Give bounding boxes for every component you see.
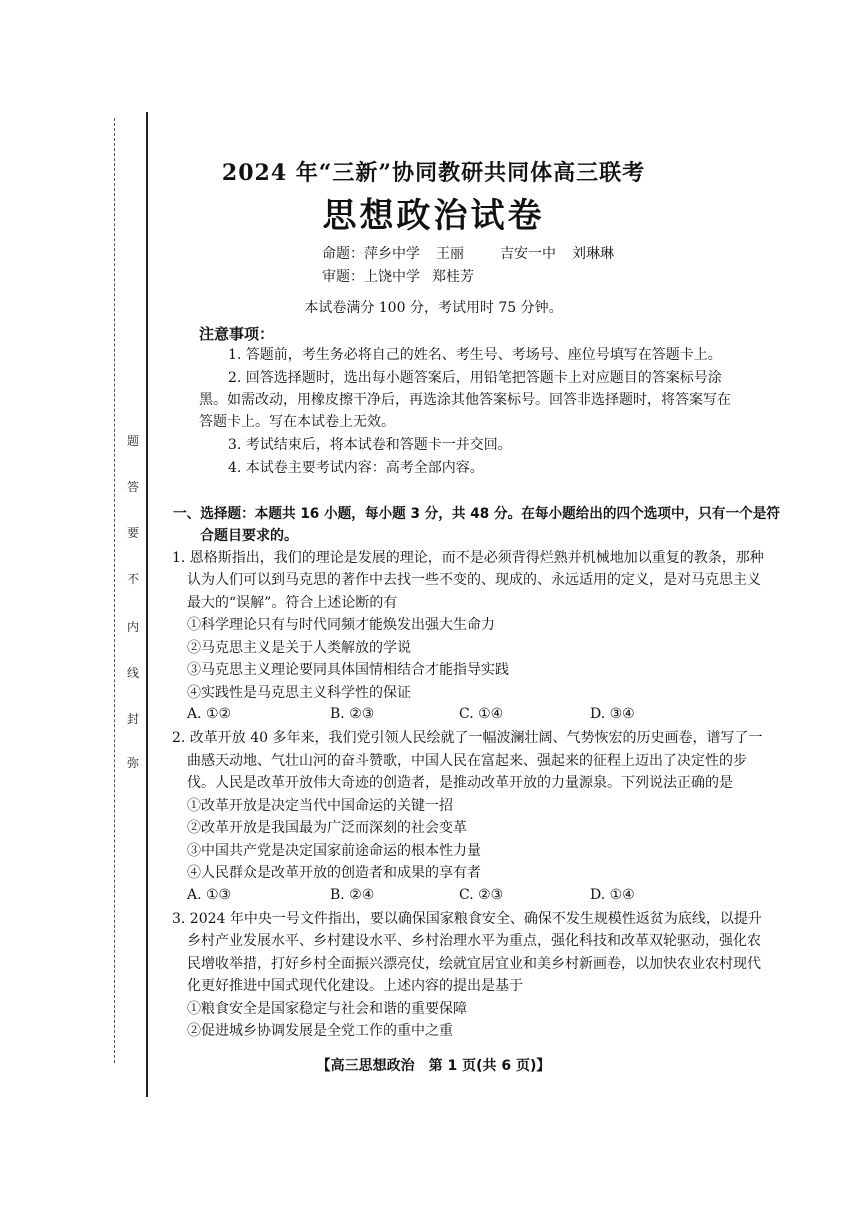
proposers-line (322, 243, 614, 263)
binding-dashed-line (114, 118, 115, 1063)
option-c: C. ①④ (459, 706, 504, 722)
notes-title: 注意事项： (199, 325, 275, 343)
seal-char-4: 不 (126, 572, 139, 586)
proposer2-name: 刘琳琳 (572, 246, 614, 262)
note-line: 4. 本试卷主要考试内容：高考全部内容。 (228, 460, 484, 476)
question-stem: 伐。人民是改革开放伟大奇迹的创造者，是推动改革开放的力量源泉。下列说法正确的是 (187, 775, 733, 791)
question-stem: 1. 恩格斯指出，我们的理论是发展的理论，而不是必须背得烂熟并机械地加以重复的教条，那种 (172, 550, 764, 566)
question-stem: 最大的“误解”。符合上述论断的有 (187, 595, 398, 611)
question-item: ②促进城乡协调发展是全党工作的重中之重 (187, 1023, 453, 1039)
section-heading: 一、选择题：本题共 16 小题，每小题 3 分，共 48 分。在每小题给出的四个选项中，只有一个是符 (173, 506, 780, 522)
question-stem: 民增收举措，打好乡村全面振兴漂亮仗，绘就宜居宜业和美乡村新画卷，以加快农业农村现代 (187, 956, 761, 972)
subject-title: 思想政治试卷 (322, 196, 545, 236)
seal-char-2: 答 (126, 480, 139, 494)
note-line: 1. 答题前，考生务必将自己的姓名、考生号、考场号、座位号填写在答题卡上。 (228, 347, 722, 363)
note-line: 2. 回答选择题时，选出每小题答案后，用铅笔把答题卡上对应题目的答案标号涂 (228, 370, 722, 386)
reviewer-line (322, 266, 474, 286)
question-stem: 乡村产业发展水平、乡村建设水平、乡村治理水平为重点，强化科技和改革双轮驱动，强化农 (187, 933, 761, 949)
note-line: 答题卡上。写在本试卷上无效。 (199, 414, 395, 430)
seal-char-7: 封 (126, 712, 139, 726)
question-stem: 认为人们可以到马克思的著作中去找一些不变的、现成的、永远适用的定义，是对马克思主义 (187, 572, 761, 588)
question-item: ②改革开放是我国最为广泛而深刻的社会变革 (187, 820, 467, 836)
proposer2-school: 吉安一中 (500, 246, 556, 262)
option-b: B. ②④ (330, 887, 375, 903)
question-stem: 3. 2024 年中央一号文件指出，要以确保国家粮食安全、确保不发生规模性返贫为底线，以提升 (172, 911, 762, 927)
seal-char-8: 弥 (126, 756, 139, 770)
question-stem: 2. 改革开放 40 多年来，我们党引领人民绘就了一幅波澜壮阔、气势恢宏的历史画卷，谱写了一 (172, 730, 763, 746)
question-item: ④人民群众是改革开放的创造者和成果的享有者 (187, 865, 481, 881)
question-item: ③马克思主义理论要同具体国情相结合才能指导实践 (187, 662, 509, 678)
option-a: A. ①③ (187, 887, 232, 903)
question-item: ①科学理论只有与时代同频才能焕发出强大生命力 (187, 617, 495, 633)
question-stem: 化更好推进中国式现代化建设。上述内容的提出是基于 (187, 978, 523, 994)
seal-char-6: 线 (126, 666, 139, 680)
question-item: ①粮食安全是国家稳定与社会和谐的重要保障 (187, 1001, 467, 1017)
proposer1-name: 王丽 (436, 246, 464, 262)
reviewer-name: 郑桂芳 (432, 269, 474, 285)
question-item: ②马克思主义是关于人类解放的学说 (187, 640, 411, 656)
question-item: ③中国共产党是决定国家前途命运的根本性力量 (187, 843, 481, 859)
exam-title: 2024 年“三新”协同教研共同体高三联考 (221, 160, 646, 186)
question-stem: 曲感天动地、气壮山河的奋斗赞歌，中国人民在富起来、强起来的征程上迈出了决定性的步 (187, 753, 747, 769)
option-c: C. ②③ (459, 887, 504, 903)
note-line: 3. 考试结束后，将本试卷和答题卡一并交回。 (228, 437, 512, 453)
binding-margin-line (146, 112, 148, 1097)
option-d: D. ③④ (590, 706, 635, 722)
seal-char-1: 题 (126, 434, 139, 448)
note-line: 黑。如需改动，用橡皮擦干净后，再选涂其他答案标号。回答非选择题时，将答案写在 (199, 392, 731, 408)
option-d: D. ①④ (590, 887, 635, 903)
seal-char-5: 内 (126, 620, 139, 634)
exam-meta: 本试卷满分 100 分，考试用时 75 分钟。 (304, 300, 563, 316)
reviewer-label: 审题： (322, 269, 364, 285)
question-item: ①改革开放是决定当代中国命运的关键一招 (187, 798, 453, 814)
section-heading-cont: 合题目要求的。 (200, 528, 298, 544)
reviewer-school: 上饶中学 (364, 269, 420, 285)
proposers-label: 命题： (322, 246, 364, 262)
proposer1-school: 萍乡中学 (364, 246, 420, 262)
seal-char-3: 要 (126, 526, 139, 540)
option-b: B. ②③ (330, 706, 375, 722)
page-footer: 【高三思想政治 第 1 页(共 6 页)】 (316, 1058, 551, 1074)
question-item: ④实践性是马克思主义科学性的保证 (187, 685, 411, 701)
option-a: A. ①② (187, 706, 232, 722)
